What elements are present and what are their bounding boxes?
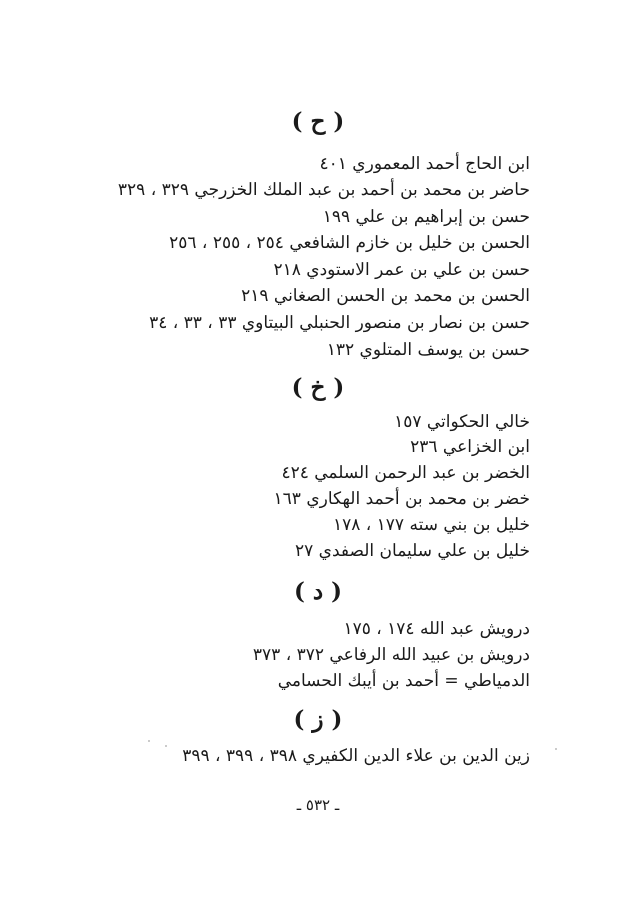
- scan-speck: [165, 745, 167, 747]
- index-entry: خليل بن علي سليمان الصفدي ٢٧: [294, 541, 530, 561]
- scan-speck: [148, 740, 150, 742]
- section-heading-zay: ( ز ): [293, 706, 343, 733]
- index-entry: حاضر بن محمد بن أحمد بن عبد الملك الخزرجي ٣٢٩ ، ٣٢٩: [117, 180, 530, 200]
- index-entry: خضر بن محمد بن أحمد الهكاري ١٦٣: [273, 489, 530, 509]
- index-entry: حسن بن علي بن عمر الاستودي ٢١٨: [273, 260, 530, 280]
- scan-speck: [555, 748, 557, 750]
- section-heading-kha: ( خ ): [291, 374, 345, 401]
- index-entry: خليل بن بني سته ١٧٧ ، ١٧٨: [332, 515, 530, 535]
- section-heading-dal: ( د ): [293, 578, 343, 605]
- index-entry: درويش بن عبيد الله الرفاعي ٣٧٢ ، ٣٧٣: [252, 645, 530, 665]
- index-entry: زين الدين بن علاء الدين الكفيري ٣٩٨ ، ٣٩٩ ، ٣٩٩: [182, 746, 530, 766]
- section-heading-ha: ( ح ): [291, 108, 345, 135]
- index-entry: حسن بن نصار بن منصور الحنبلي البيتاوي ٣٣ ، ٣٣ ، ٣٤: [149, 313, 530, 333]
- index-entry: ابن الحاج أحمد المعموري ٤٠١: [319, 154, 530, 174]
- index-entry: ابن الخزاعي ٢٣٦: [410, 437, 530, 457]
- index-entry: الخضر بن عبد الرحمن السلمي ٤٢٤: [281, 463, 530, 483]
- index-entry: درويش عبد الله ١٧٤ ، ١٧٥: [343, 619, 530, 639]
- index-entry: حسن بن يوسف المتلوي ١٣٢: [326, 340, 530, 360]
- index-entry: الدمياطي = أحمد بن أيبك الحسامي: [277, 671, 530, 691]
- index-entry: الحسن بن محمد بن الحسن الصغاني ٢١٩: [241, 286, 530, 306]
- index-entry: خالي الحكواتي ١٥٧: [394, 412, 530, 432]
- page-number: ـ ٥٣٢ ـ: [296, 796, 340, 814]
- index-entry: الحسن بن خليل بن خازم الشافعي ٢٥٤ ، ٢٥٥ ، ٢٥٦: [169, 233, 530, 253]
- index-entry: حسن بن إبراهيم بن علي ١٩٩: [322, 207, 530, 227]
